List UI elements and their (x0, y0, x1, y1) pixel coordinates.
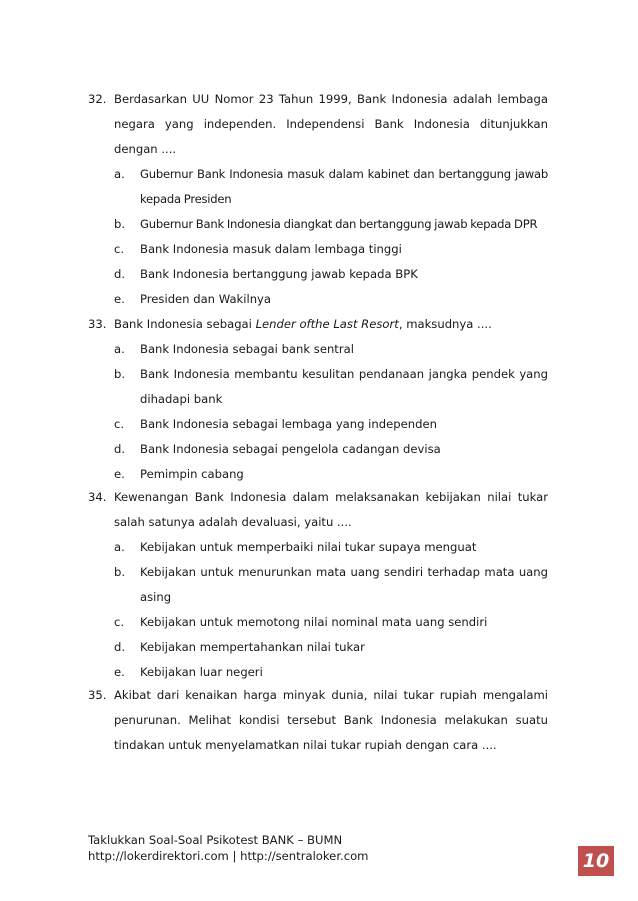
option-b (114, 560, 548, 610)
option-letter: c. (114, 615, 125, 629)
option-c (114, 237, 548, 262)
option-b (114, 212, 548, 237)
option-letter: a. (114, 167, 125, 181)
option-c (114, 610, 548, 635)
option-letter: a. (114, 342, 125, 356)
option-e (114, 287, 548, 312)
option-letter: e. (114, 467, 125, 481)
option-text: Bank Indonesia masuk dalam lembaga tinggi (140, 242, 402, 256)
option-letter: c. (114, 242, 125, 256)
option-text: Gubernur Bank Indonesia diangkat dan bertanggung jawab kepada DPR (140, 217, 538, 231)
option-c (114, 412, 548, 437)
option-letter: d. (114, 267, 126, 281)
option-text: Kebijakan mempertahankan nilai tukar (140, 640, 365, 654)
option-b (114, 362, 548, 412)
question-stem (114, 312, 548, 337)
option-letter: a. (114, 540, 125, 554)
option-text: Pemimpin cabang (140, 467, 244, 481)
page-number-badge (578, 846, 614, 876)
option-letter: b. (114, 367, 126, 381)
option-a (114, 337, 548, 362)
option-a (114, 162, 548, 212)
option-d (114, 437, 548, 462)
option-letter: b. (114, 565, 126, 579)
question-34 (88, 485, 548, 685)
option-text: Presiden dan Wakilnya (140, 292, 272, 306)
option-d (114, 262, 548, 287)
footer-links: http://lokerdirektori.com | http://sentraloker.com (88, 849, 369, 863)
option-letter: d. (114, 442, 126, 456)
question-stem: Berdasarkan UU Nomor 23 Tahun 1999, Bank Indonesia adalah lembaga negara yang independen. Independensi Bank Indonesia ditunjukkan dengan .... (114, 92, 548, 156)
option-letter: e. (114, 665, 125, 679)
question-stem-end: , maksudnya .... (398, 317, 492, 331)
option-d (114, 635, 548, 660)
option-letter: b. (114, 217, 126, 231)
question-stem-start: Bank Indonesia sebagai (114, 317, 256, 331)
option-text: Bank Indonesia bertanggung jawab kepada BPK (140, 267, 418, 281)
option-e (114, 462, 548, 487)
question-number: 32. (88, 92, 107, 106)
question-stem-italic-term: Lender ofthe Last Resort (255, 317, 399, 331)
option-text: Kebijakan untuk memperbaiki nilai tukar supaya menguat (140, 540, 477, 554)
option-letter: d. (114, 640, 126, 654)
question-number: 35. (88, 688, 107, 702)
question-32 (88, 87, 548, 312)
question-number: 33. (88, 317, 107, 331)
option-text: Kebijakan untuk menurunkan mata uang sendiri terhadap mata uang asing (140, 565, 548, 604)
option-text: Kebijakan luar negeri (140, 665, 263, 679)
option-a (114, 535, 548, 560)
page-number: 10 (582, 850, 610, 872)
option-letter: c. (114, 417, 125, 431)
question-stem: Akibat dari kenaikan harga minyak dunia, nilai tukar rupiah mengalami penurunan. Melihat kondisi tersebut Bank Indonesia melakukan suatu tindakan untuk menyelamatkan nilai tukar rupiah dengan cara .... (114, 688, 548, 752)
option-e (114, 660, 548, 685)
question-33 (88, 312, 548, 487)
option-text: Bank Indonesia sebagai lembaga yang independen (140, 417, 437, 431)
option-text: Bank Indonesia sebagai pengelola cadangan devisa (140, 442, 441, 456)
option-letter: e. (114, 292, 125, 306)
question-number: 34. (88, 490, 107, 504)
page-footer (88, 832, 368, 864)
question-stem: Kewenangan Bank Indonesia dalam melaksanakan kebijakan nilai tukar salah satunya adalah devaluasi, yaitu .... (114, 490, 548, 529)
footer-title: Taklukkan Soal-Soal Psikotest BANK – BUMN (88, 833, 343, 847)
option-text: Kebijakan untuk memotong nilai nominal mata uang sendiri (140, 615, 488, 629)
option-text: Bank Indonesia sebagai bank sentral (140, 342, 354, 356)
question-35 (88, 683, 548, 758)
option-text: Gubernur Bank Indonesia masuk dalam kabinet dan bertanggung jawab kepada Presiden (140, 167, 548, 206)
option-text: Bank Indonesia membantu kesulitan pendanaan jangka pendek yang dihadapi bank (140, 367, 548, 406)
